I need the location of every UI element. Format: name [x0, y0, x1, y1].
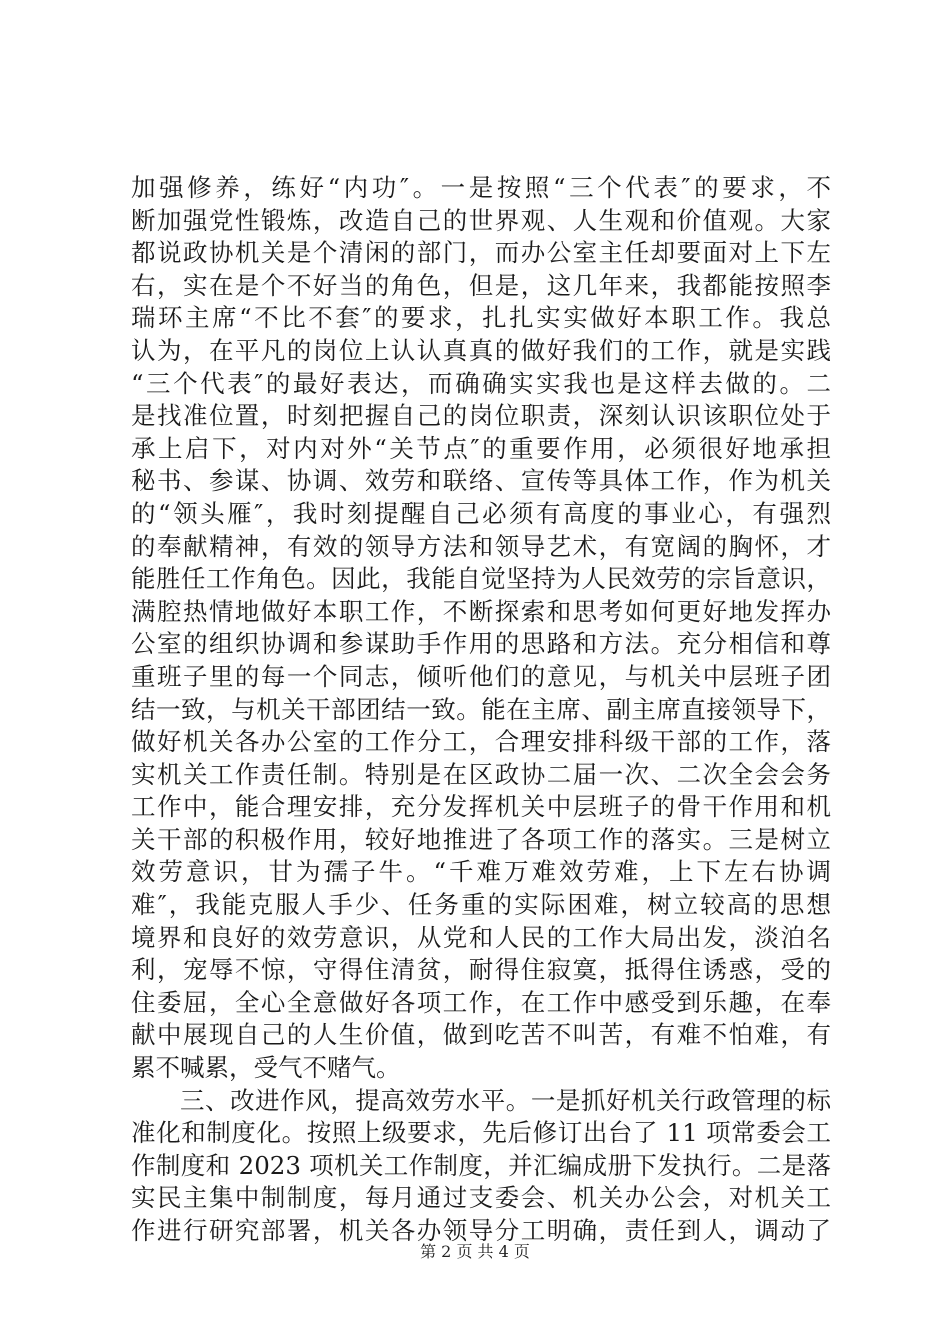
text-line: 秘书、参谋、协调、效劳和联络、宣传等具体工作，作为机关 — [131, 466, 831, 496]
text-line: 作进行研究部署，机关各办领导分工明确，责任到人，调动了 — [131, 1216, 831, 1245]
text-line: 准化和制度化。按照上级要求，先后修订出台了 11 项常委会工 — [131, 1118, 831, 1148]
text-line: 难″，我能克服人手少、任务重的实际困难，树立较高的思想 — [131, 890, 831, 920]
text-line: 公室的组织协调和参谋助手作用的思路和方法。充分相信和尊 — [131, 629, 831, 659]
paragraph-start-line: 三、改进作风，提高效劳水平。一是抓好机关行政管理的标 — [180, 1085, 831, 1115]
text-line: 是找准位置，时刻把握自己的岗位职责，深刻认识该职位处于 — [131, 401, 831, 431]
document-body — [131, 172, 831, 1248]
text-line: 实机关工作责任制。特别是在区政协二届一次、二次全会会务 — [131, 759, 831, 789]
paragraph-end-line: 累不喊累，受气不赌气。 — [131, 1053, 401, 1083]
text-line: 结一致，与机关干部团结一致。能在主席、副主席直接领导下， — [131, 694, 831, 724]
text-line: “三个代表″的最好表达，而确确实实我也是这样去做的。二 — [131, 368, 831, 398]
text-line: 满腔热情地做好本职工作，不断探索和思考如何更好地发挥办 — [131, 596, 831, 626]
text-line: 加强修养，练好“内功″。一是按照“三个代表″的要求，不 — [131, 173, 831, 202]
text-line: 的奉献精神，有效的领导方法和领导艺术，有宽阔的胸怀，才 — [131, 531, 831, 561]
text-line: 瑞环主席“不比不套″的要求，扎扎实实做好本职工作。我总 — [131, 303, 831, 333]
text-line: 的“领头雁″，我时刻提醒自己必须有高度的事业心，有强烈 — [131, 498, 831, 528]
text-line: 断加强党性锻炼，改造自己的世界观、人生观和价值观。大家 — [131, 205, 831, 235]
text-line: 作制度和 2023 项机关工作制度，并汇编成册下发执行。二是落 — [131, 1150, 831, 1180]
text-line: 境界和良好的效劳意识，从党和人民的工作大局出发，淡泊名 — [131, 922, 831, 952]
text-line: 右，实在是个不好当的角色，但是，这几年来，我都能按照李 — [131, 270, 831, 300]
text-line: 关干部的积极作用，较好地推进了各项工作的落实。三是树立 — [131, 824, 831, 854]
page-number-footer: 第 2 页 共 4 页 — [420, 1242, 530, 1261]
text-line: 都说政协机关是个清闲的部门，而办公室主任却要面对上下左 — [131, 238, 831, 268]
text-line: 做好机关各办公室的工作分工，合理安排科级干部的工作，落 — [131, 727, 831, 757]
text-line: 献中展现自己的人生价值，做到吃苦不叫苦，有难不怕难，有 — [131, 1020, 831, 1050]
text-line: 工作中，能合理安排，充分发挥机关中层班子的骨干作用和机 — [131, 792, 831, 822]
text-line: 认为，在平凡的岗位上认认真真的做好我们的工作，就是实践 — [131, 335, 831, 365]
text-line: 效劳意识，甘为孺子牛。“千难万难效劳难，上下左右协调 — [131, 857, 831, 887]
text-line: 实民主集中制制度，每月通过支委会、机关办公会，对机关工 — [131, 1183, 831, 1213]
text-line: 承上启下，对内对外“关节点″的重要作用，必须很好地承担 — [131, 433, 831, 463]
text-line: 利，宠辱不惊，守得住清贫，耐得住寂寞，抵得住诱惑，受的 — [131, 955, 831, 985]
text-line: 重班子里的每一个同志，倾听他们的意见，与机关中层班子团 — [131, 661, 831, 691]
text-line: 住委屈，全心全意做好各项工作，在工作中感受到乐趣，在奉 — [131, 987, 831, 1017]
text-line: 能胜任工作角色。因此，我能自觉坚持为人民效劳的宗旨意识， — [131, 564, 831, 594]
